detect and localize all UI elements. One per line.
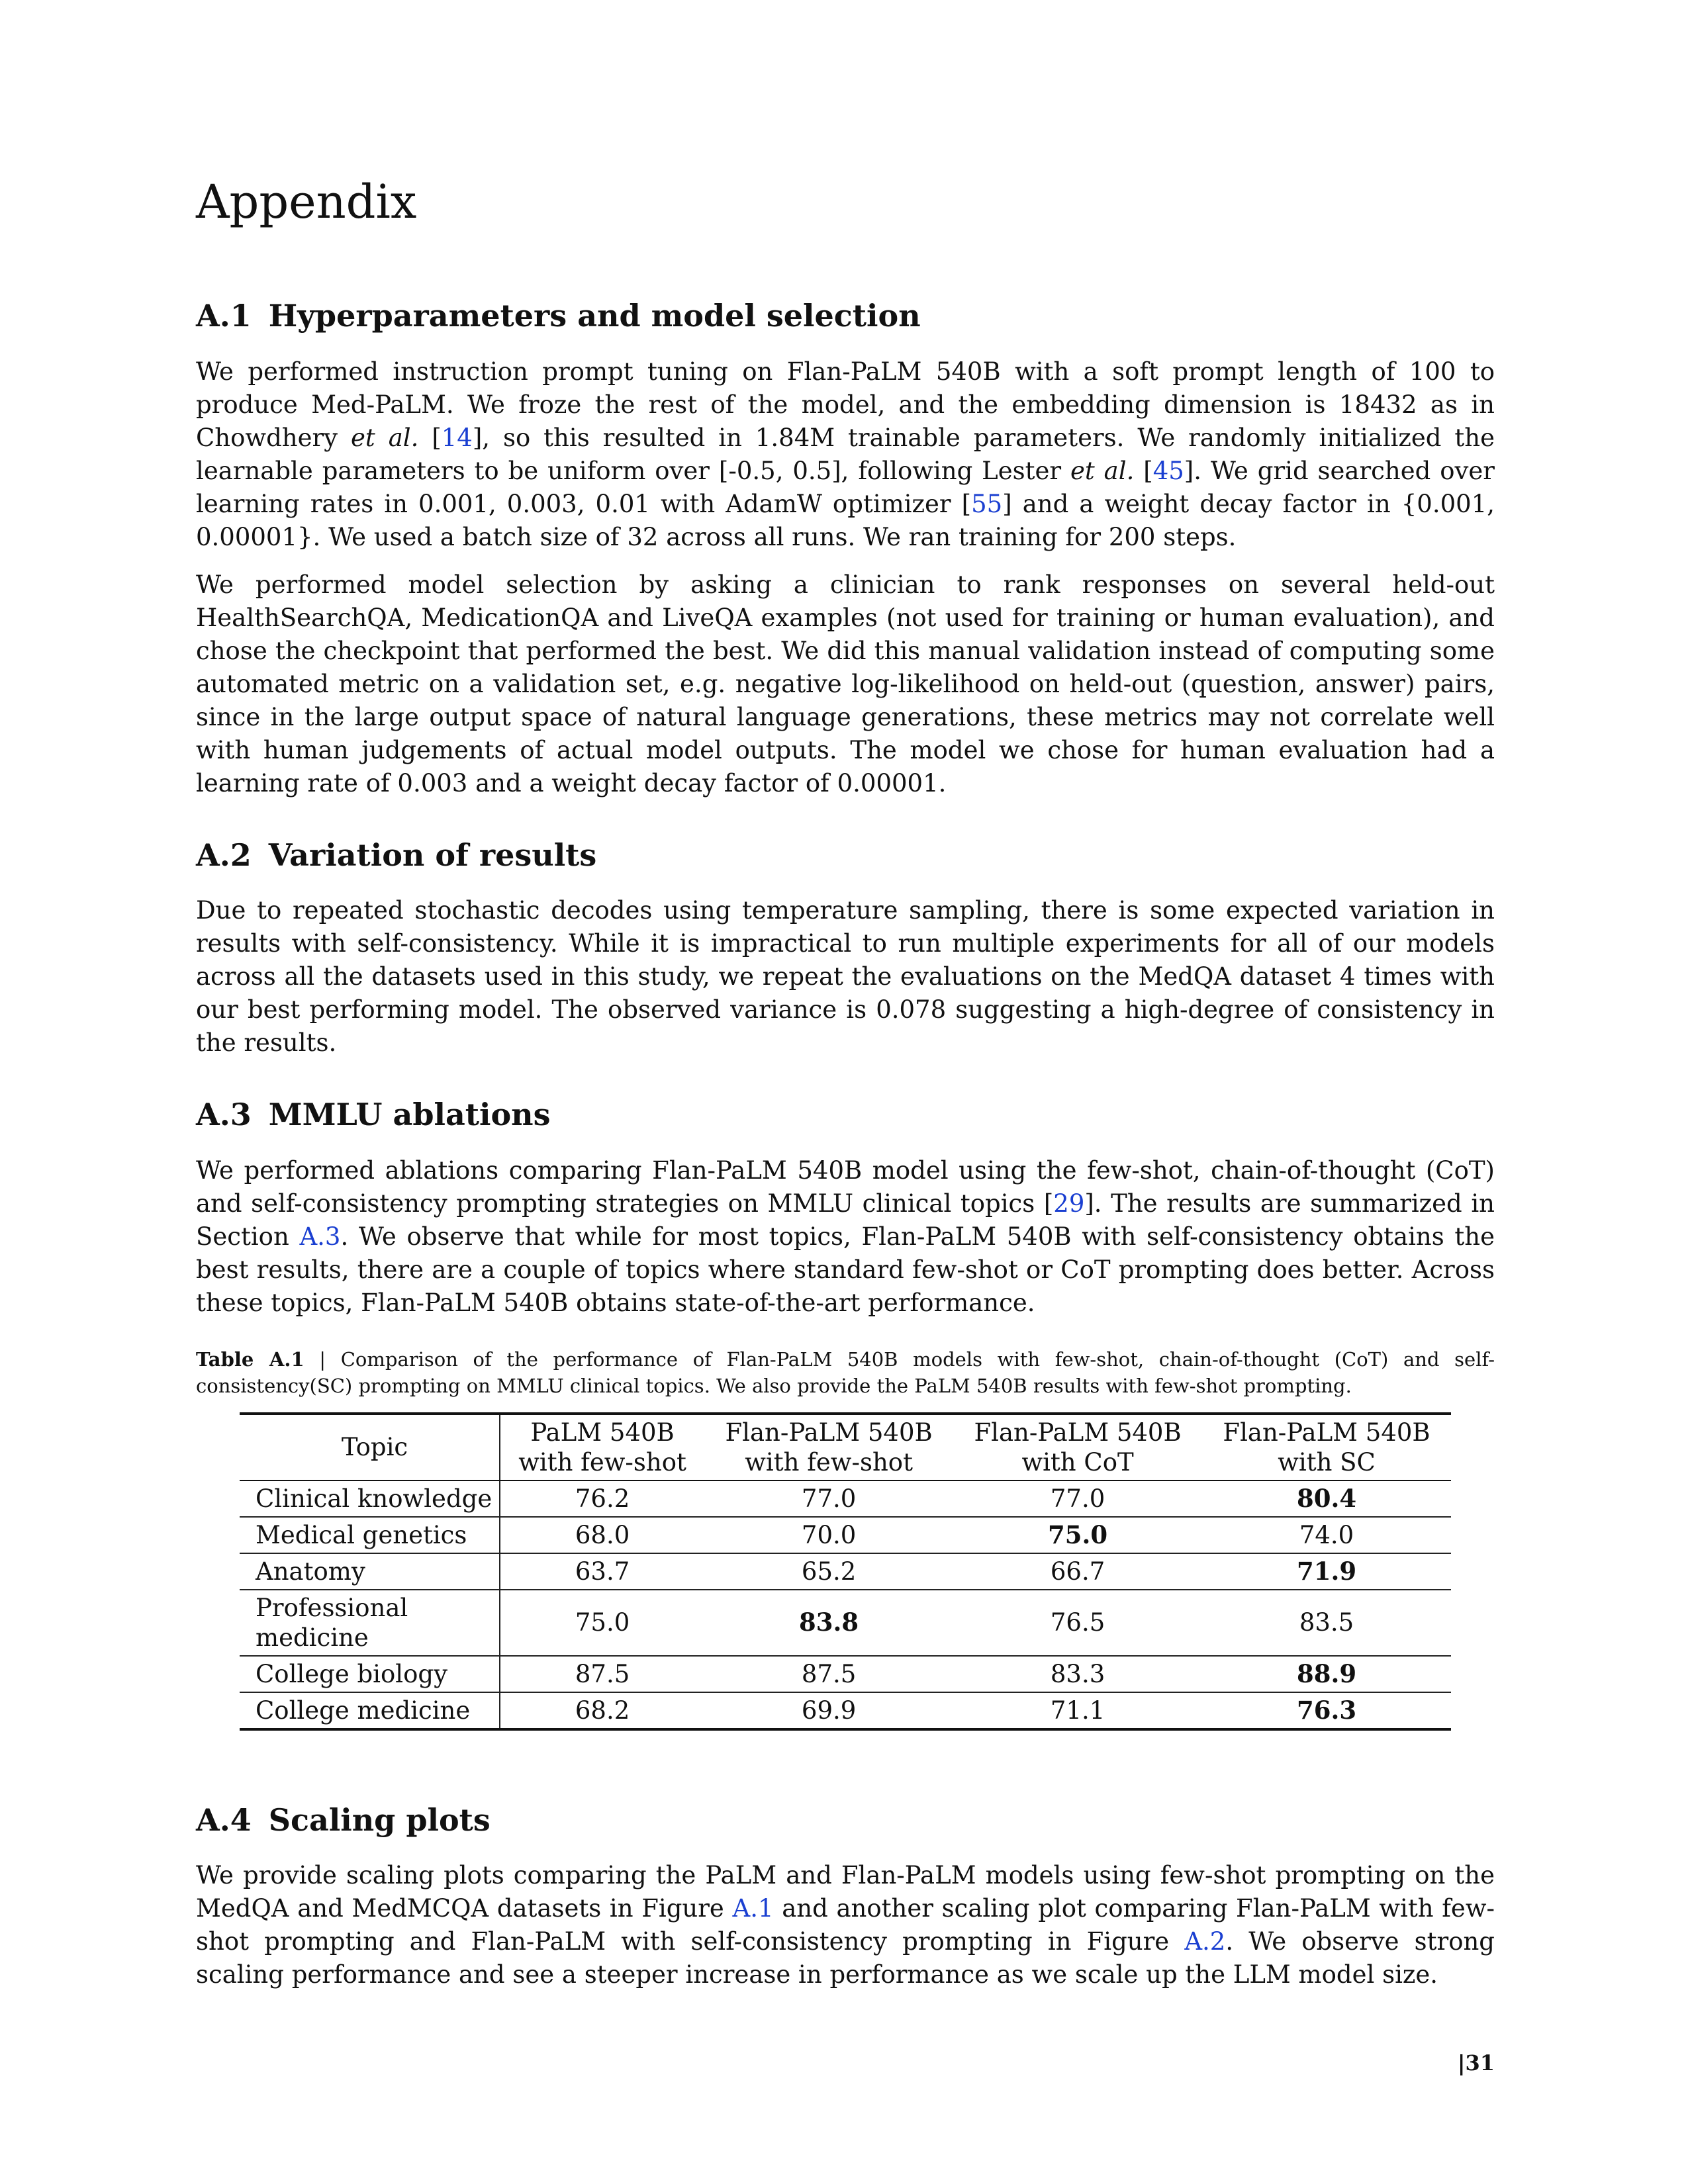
text-run: We performed ablations comparing Flan-PaLM 540B model using the few-shot, chain-of-thought (CoT) and self-consistency prompting strategies on MMLU clinical topics [: [196, 1156, 1495, 1218]
column-header: [1202, 1414, 1451, 1480]
value-cell: 76.2: [500, 1480, 704, 1517]
figure-link[interactable]: A.1: [732, 1894, 774, 1923]
section-title: Hyperparameters and model selection: [268, 298, 921, 334]
value-cell: 76.5: [953, 1590, 1202, 1656]
citation-link[interactable]: 29: [1053, 1189, 1085, 1218]
text-run: ]. We grid searched over learning rates in 0.001, 0.003, 0.01 with AdamW optimizer [: [196, 456, 1495, 518]
value-cell: 69.9: [704, 1692, 953, 1729]
table-row: [240, 1480, 1451, 1517]
value-cell: 77.0: [953, 1480, 1202, 1517]
text-run: [: [418, 423, 442, 452]
table-body: [240, 1480, 1451, 1729]
value-cell: 87.5: [500, 1656, 704, 1692]
appendix-title: Appendix: [196, 175, 417, 229]
section-number: A.3: [196, 1097, 252, 1133]
paragraph-variation: Due to repeated stochastic decodes using temperature sampling, there is some expected variation in results with self-consistency. While it is impractical to run multiple experiments for all of our models across all the datasets used in this study, we repeat the evaluations on the MedQA dataset 4 times with our best performing model. The observed variance is 0.078 suggesting a high-degree of consistency in the results.: [196, 896, 1495, 1058]
value-cell: 65.2: [704, 1553, 953, 1590]
table-row: [240, 1656, 1451, 1692]
section-a2: [196, 839, 1495, 1060]
value-cell: 70.0: [704, 1517, 953, 1553]
topic-cell: Clinical knowledge: [240, 1480, 500, 1517]
section-link[interactable]: A.3: [299, 1222, 341, 1251]
page-number: |31: [1457, 2050, 1495, 2075]
section-number: A.2: [196, 837, 252, 873]
text-run: ], so this resulted in 1.84M trainable parameters. We randomly initialized the learnable parameters to be uniform over [-0.5, 0.5], following Lester: [196, 423, 1495, 485]
page-content: [196, 175, 1495, 2030]
topic-cell: Medical genetics: [240, 1517, 500, 1553]
citation-link[interactable]: 14: [441, 423, 473, 452]
value-cell: 88.9: [1202, 1656, 1451, 1692]
text-run: [: [1134, 456, 1153, 485]
section-title: Variation of results: [268, 837, 597, 873]
header-line: Flan-PaLM 540B: [974, 1418, 1182, 1447]
table-row: [240, 1590, 1451, 1656]
value-cell: 75.0: [953, 1517, 1202, 1553]
header-line: with SC: [1278, 1447, 1376, 1477]
text-run: We performed instruction prompt tuning on Flan-PaLM 540B with a soft prompt length of 100 to produce Med-PaLM. We froze the rest of the model, and the embedding dimension is 18432 as in Chowdhery: [196, 357, 1495, 452]
header-line: with few-shot: [518, 1447, 686, 1477]
value-cell: 74.0: [1202, 1517, 1451, 1553]
text-run: and another scaling plot comparing Flan-PaLM with few-shot prompting and Flan-PaLM with self-consistency prompting in Figure: [196, 1894, 1495, 1956]
paragraph-scaling: [196, 1859, 1495, 1991]
topic-cell: College medicine: [240, 1692, 500, 1729]
caption-separator: |: [304, 1347, 341, 1371]
et-al-italic: et al.: [1070, 456, 1135, 485]
citation-link[interactable]: 45: [1152, 456, 1184, 485]
value-cell: 87.5: [704, 1656, 953, 1692]
paragraph-model-selection: We performed model selection by asking a clinician to rank responses on several held-out HealthSearchQA, MedicationQA and LiveQA examples (not used for training or human evaluation), and chose the checkpoint that performed the best. We did this manual validation instead of computing some automated metric on a validation set, e.g. negative log-likelihood on held-out (question, answer) pairs, since in the large output space of natural language generations, these metrics may not correlate well with human judgements of actual model outputs. The model we chose for human evaluation had a learning rate of 0.003 and a weight decay factor of 0.00001.: [196, 570, 1495, 797]
section-title: Scaling plots: [268, 1801, 491, 1838]
text-run: We provide scaling plots comparing the PaLM and Flan-PaLM models using few-shot prompting on the MedQA and MedMCQA datasets in Figure: [196, 1861, 1495, 1923]
et-al-italic: et al.: [351, 423, 419, 452]
section-heading-a3: [196, 1098, 1495, 1132]
section-heading-a2: [196, 839, 1495, 872]
value-cell: 83.8: [704, 1590, 953, 1656]
topic-cell: Professional medicine: [240, 1590, 500, 1656]
value-cell: 76.3: [1202, 1692, 1451, 1729]
table-caption: [196, 1346, 1495, 1399]
value-cell: 63.7: [500, 1553, 704, 1590]
section-heading-a1: [196, 299, 1495, 333]
section-heading-a4: [196, 1803, 1495, 1837]
value-cell: 75.0: [500, 1590, 704, 1656]
value-cell: 68.0: [500, 1517, 704, 1553]
figure-link[interactable]: A.2: [1184, 1927, 1226, 1956]
paragraph-hyperparameters: [196, 355, 1495, 554]
column-header-topic: [240, 1414, 500, 1480]
topic-cell: College biology: [240, 1656, 500, 1692]
section-number: A.1: [196, 298, 252, 334]
table-row: [240, 1517, 1451, 1553]
header-line: PaLM 540B: [530, 1418, 675, 1447]
section-title: MMLU ablations: [268, 1097, 551, 1133]
topic-cell: Anatomy: [240, 1553, 500, 1590]
value-cell: 80.4: [1202, 1480, 1451, 1517]
section-number: A.4: [196, 1801, 252, 1838]
header-line: Topic: [341, 1433, 408, 1462]
section-a3: [196, 1098, 1495, 1731]
table-label: Table A.1: [196, 1347, 305, 1371]
value-cell: 71.9: [1202, 1553, 1451, 1590]
text-run: . We observe strong scaling performance and see a steeper increase in performance as we scale up the LLM model size.: [196, 1927, 1495, 1989]
section-a1: [196, 299, 1495, 800]
caption-text: Comparison of the performance of Flan-PaLM 540B models with few-shot, chain-of-thought (CoT) and self-consistency(SC) prompting on MMLU clinical topics. We also provide the PaLM 540B results with few-shot prompting.: [196, 1347, 1495, 1397]
column-header: [500, 1414, 704, 1480]
header-line: Flan-PaLM 540B: [725, 1418, 933, 1447]
text-run: ]. The results are summarized in Section: [196, 1189, 1495, 1251]
column-header: [704, 1414, 953, 1480]
value-cell: 66.7: [953, 1553, 1202, 1590]
table-row: [240, 1553, 1451, 1590]
value-cell: 71.1: [953, 1692, 1202, 1729]
section-a4: [196, 1803, 1495, 1992]
header-line: with few-shot: [745, 1447, 913, 1477]
column-header: [953, 1414, 1202, 1480]
citation-link[interactable]: 55: [971, 489, 1003, 518]
header-line: with CoT: [1021, 1447, 1134, 1477]
paragraph-mmlu: [196, 1154, 1495, 1320]
text-run: ] and a weight decay factor in {0.001, 0.00001}. We used a batch size of 32 across all runs. We ran training for 200 steps.: [196, 489, 1495, 551]
value-cell: 83.5: [1202, 1590, 1451, 1656]
table-row: [240, 1692, 1451, 1729]
value-cell: 83.3: [953, 1656, 1202, 1692]
table-header-row: [240, 1414, 1451, 1480]
text-run: . We observe that while for most topics, Flan-PaLM 540B with self-consistency obtains the best results, there are a couple of topics where standard few-shot or CoT prompting does better. Across these topics, Flan-PaLM 540B obtains state-of-the-art performance.: [196, 1222, 1495, 1317]
results-table: [240, 1412, 1451, 1731]
value-cell: 77.0: [704, 1480, 953, 1517]
header-line: Flan-PaLM 540B: [1223, 1418, 1430, 1447]
value-cell: 68.2: [500, 1692, 704, 1729]
